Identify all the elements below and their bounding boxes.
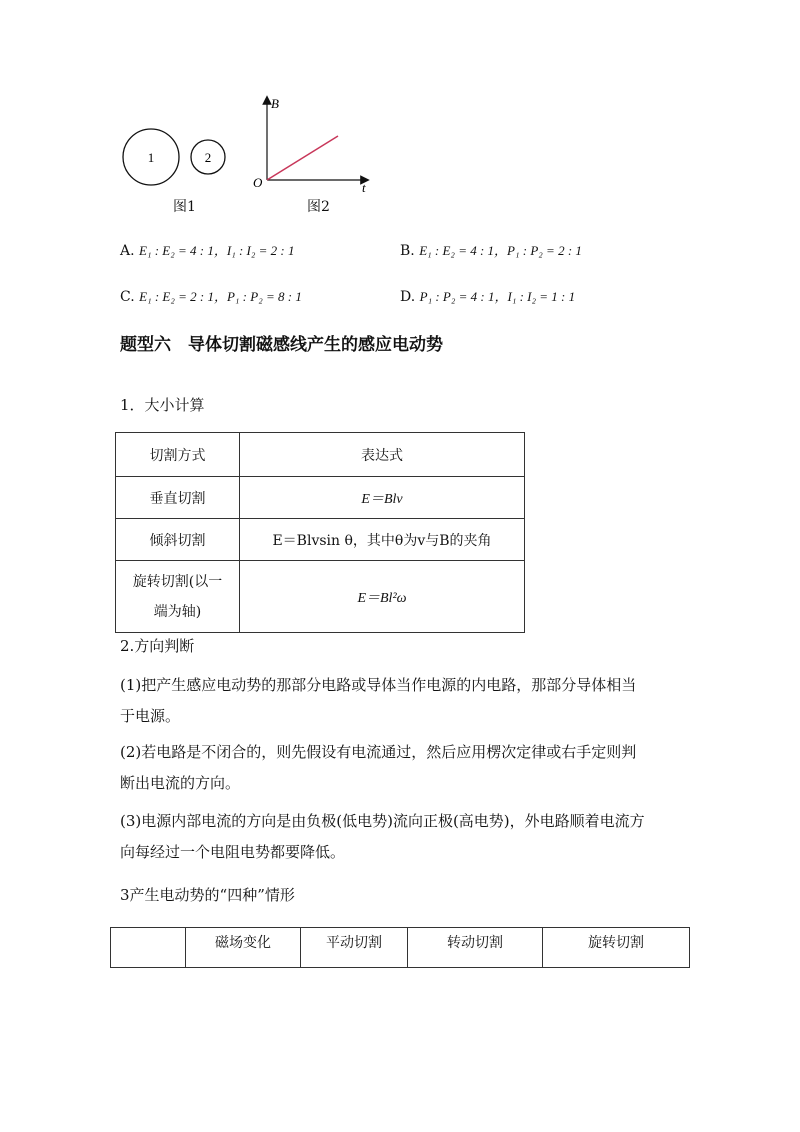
table2-header-translational: 平动切割	[301, 928, 408, 968]
option-a-letter: A.	[120, 243, 135, 259]
table-row	[116, 477, 525, 519]
subheading-direction: 2.方向判断	[120, 637, 195, 655]
cases-table	[110, 927, 690, 968]
table-cell-method	[116, 561, 240, 633]
option-c	[120, 286, 302, 305]
option-c-letter: C.	[120, 289, 135, 305]
paragraph-2-line1: (2)若电路是不闭合的，则先假设有电流通过，然后应用楞次定律或右手定则判	[120, 743, 637, 761]
table-cell-method-line1: 旋转切割(以一	[132, 573, 223, 590]
table-row	[116, 519, 525, 561]
section-title: 题型六 导体切割磁感线产生的感应电动势	[120, 335, 443, 355]
paragraph-3	[120, 806, 645, 868]
option-d	[400, 286, 575, 305]
table-row	[116, 561, 525, 633]
table-header-method: 切割方式	[116, 433, 240, 477]
option-a-text: E₁ : E₂ = 4 : 1，I₁ : I₂ = 2 : 1	[139, 243, 295, 258]
table-header-expr: 表达式	[240, 433, 525, 477]
paragraph-2	[120, 737, 636, 799]
table2-header-rotational: 转动切割	[408, 928, 543, 968]
subheading-size-calc: 1．大小计算	[120, 396, 205, 414]
table2-header-spinning: 旋转切割	[543, 928, 690, 968]
subheading-four-cases: 3产生电动势的“四种”情形	[120, 886, 295, 904]
origin-label: O	[253, 175, 263, 190]
x-axis-label: t	[362, 180, 366, 195]
table2-header-field-change: 磁场变化	[186, 928, 301, 968]
circle-1-label: 1	[147, 150, 155, 165]
option-d-letter: D.	[400, 289, 416, 305]
option-b-letter: B.	[400, 243, 415, 259]
figure-2-caption: 图2	[307, 199, 330, 215]
table2-header-blank	[111, 928, 186, 968]
table-cell-expr: E＝Blv	[240, 477, 525, 519]
paragraph-1-line1: (1)把产生感应电动势的那部分电路或导体当作电源的内电路，那部分导体相当	[120, 676, 637, 694]
option-b-text: E₁ : E₂ = 4 : 1，P₁ : P₂ = 2 : 1	[419, 243, 582, 258]
paragraph-1-line2: 于电源。	[120, 707, 181, 725]
option-b	[400, 240, 582, 259]
table-cell-expr: E＝Blvsin θ，其中θ为v与B的夹角	[240, 519, 525, 561]
figure-1-circles	[115, 120, 235, 195]
y-axis-label: B	[271, 96, 279, 111]
paragraph-3-line2: 向每经过一个电阻电势都要降低。	[120, 843, 346, 861]
paragraph-3-line1: (3)电源内部电流的方向是由负极(低电势)流向正极(高电势)，外电路顺着电流方	[120, 812, 645, 830]
option-a	[120, 240, 295, 259]
table-cell-method: 倾斜切割	[116, 519, 240, 561]
table-cell-method-line2: 端为轴)	[153, 603, 202, 620]
table-cell-method: 垂直切割	[116, 477, 240, 519]
figure-1-caption: 图1	[173, 199, 196, 215]
option-d-text: P₁ : P₂ = 4 : 1，I₁ : I₂ = 1 : 1	[419, 289, 576, 304]
b-t-line	[267, 136, 338, 180]
paragraph-2-line2: 断出电流的方向。	[120, 774, 241, 792]
figure-2-graph	[245, 90, 380, 195]
circle-2-label: 2	[204, 150, 212, 165]
paragraph-1	[120, 670, 636, 732]
option-c-text: E₁ : E₂ = 2 : 1，P₁ : P₂ = 8 : 1	[139, 289, 302, 304]
table-cell-expr: E＝Bl²ω	[240, 561, 525, 633]
formula-table	[115, 432, 525, 633]
